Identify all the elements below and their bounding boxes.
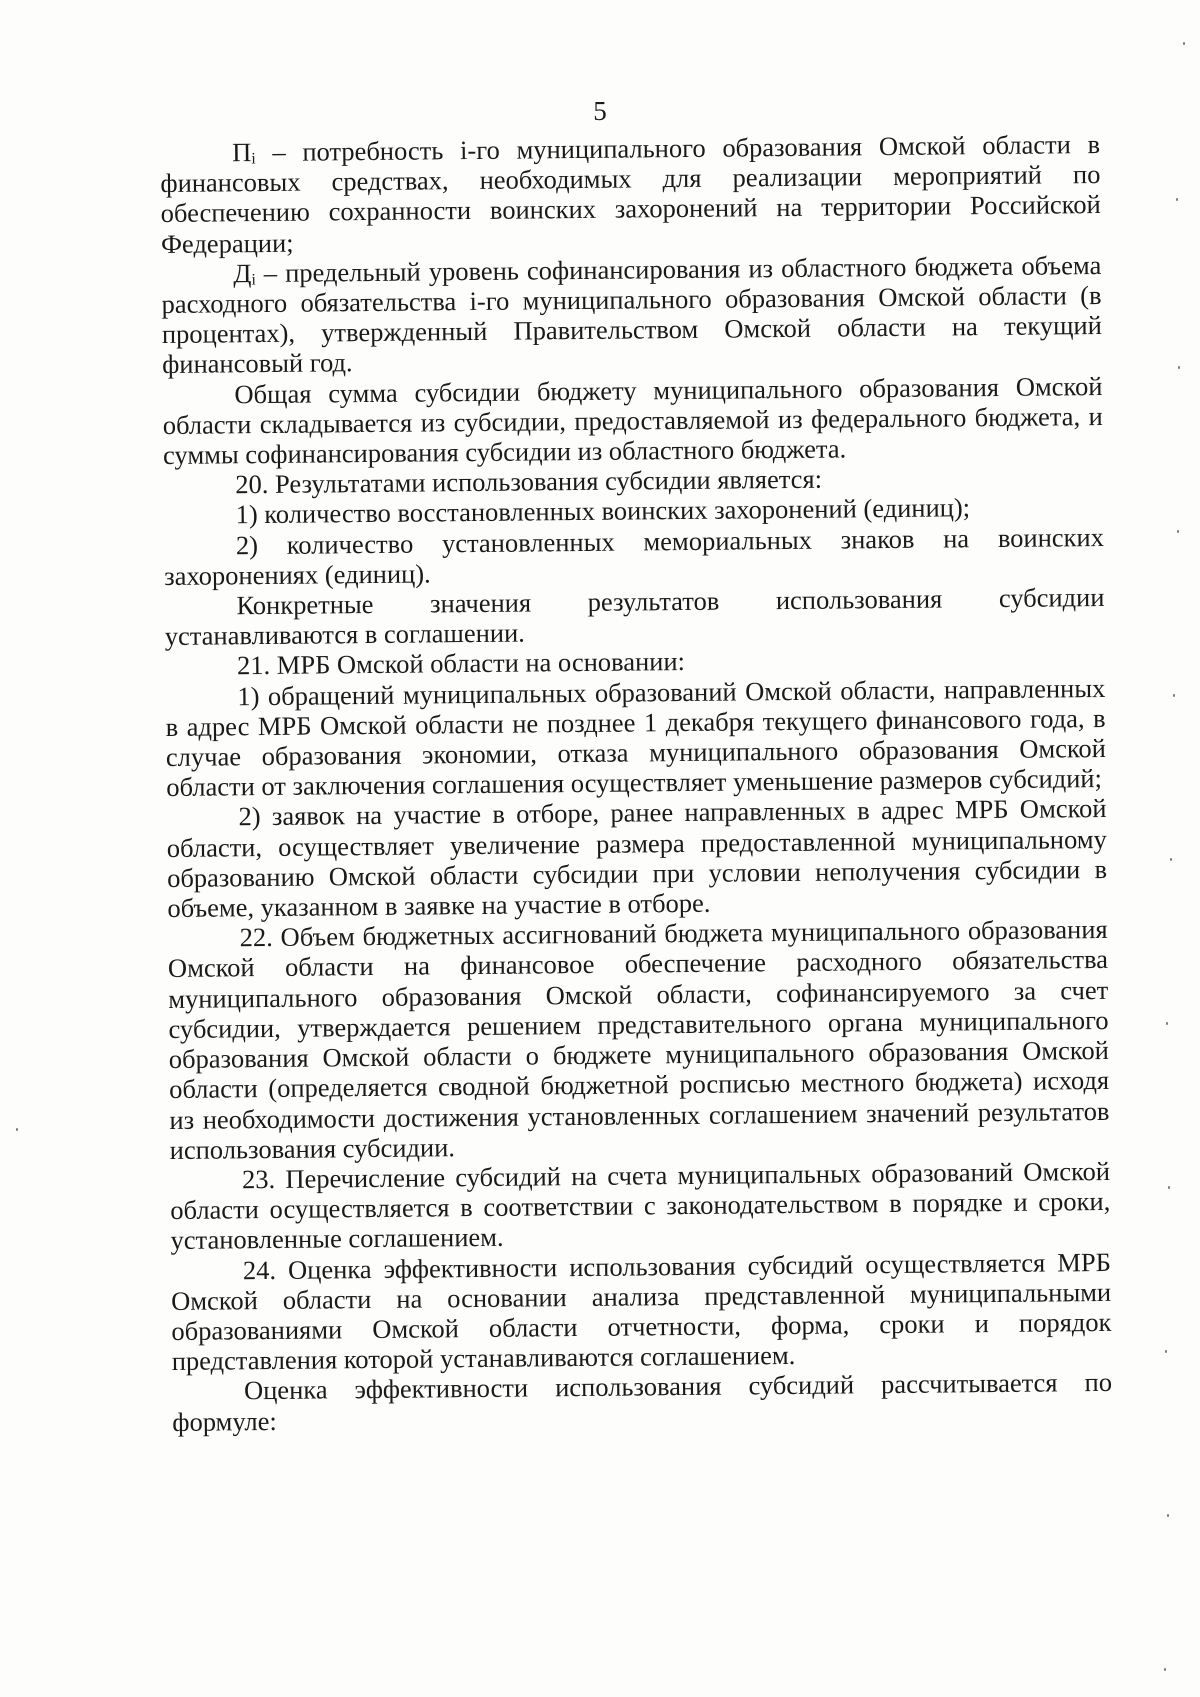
paragraph-total-subsidy: Общая сумма субсидии бюджету муниципального образования Омской области складывается из субсидии, предоставляемой из федерального бюджета, и суммы софинансирования субсидии из областного бюджета.: [162, 370, 1103, 471]
paragraph-d-definition: Дᵢ – предельный уровень софинансирования из областного бюджета объема расходного обязательства i-го муниципального образования Омской области (в процентах), утвержденный Правительством Омской области на текущий финансовый год.: [161, 249, 1102, 380]
page-number: 5: [593, 96, 607, 126]
paragraph-item-22: 22. Объем бюджетных ассигнований бюджета муниципального образования Омской области на финансовое обеспечение расходного обязательства муниципального образования Омской области, софинансируемого за счет субсидии, утверждается решением представительного органа муниципального образования Омской области о бюджете муниципального образования Омской области (определяется сводной бюджетной росписью местного бюджета) исходя из необходимости достижения установленных соглашением значений результатов использования субсидии.: [167, 914, 1110, 1165]
scan-speck: [1183, 42, 1185, 45]
scan-speck: [1167, 1514, 1169, 1517]
paragraph-formula-intro: Оценка эффективности использования субсидий рассчитывается по формуле:: [172, 1367, 1113, 1437]
scan-speck: [1166, 1022, 1168, 1025]
scan-speck: [1168, 1186, 1170, 1189]
scan-speck: [1176, 198, 1178, 201]
paragraph-p-definition: Пᵢ – потребность i-го муниципального образования Омской области в финансовых средствах, необходимых для реализации мероприятий по обеспечению сохранности воинских захоронений на территории Российской Федерации;: [160, 128, 1101, 259]
scan-speck: [1178, 366, 1180, 369]
scan-speck: [1177, 530, 1179, 533]
paragraph-item-24: 24. Оценка эффективности использования субсидий осуществляется МРБ Омской области на основании анализа представленной муниципальными образованиями Омской области отчетности, форма, сроки и порядок представления которой устанавливаются соглашением.: [171, 1246, 1112, 1377]
scan-speck: [16, 1128, 18, 1131]
scan-speck: [1170, 858, 1172, 861]
paragraph-item-23: 23. Перечисление субсидий на счета муниципальных образований Омской области осуществляется в соответствии с законодательством в порядке и сроки, установленные соглашением.: [170, 1155, 1111, 1256]
paragraph-item-21: 21. МРБ Омской области на основании:: [236, 646, 686, 681]
scan-speck: [1164, 1668, 1166, 1671]
paragraph-item-20-1: 1) количество восстановленных воинских захоронений (единиц);: [235, 492, 971, 530]
paragraph-specific-values: Конкретные значения результатов использования субсидии устанавливаются в соглашении.: [164, 582, 1105, 652]
document-body: [160, 129, 1112, 1437]
scan-speck: [1165, 1350, 1167, 1353]
paragraph-item-21-1: 1) обращений муниципальных образований Омской области, направленных в адрес МРБ Омской области не позднее 1 декабря текущего финансового года, в случае образования экономии, отказа муниципального образования Омской области от заключения соглашения осуществляет уменьшение размеров субсидий;: [165, 672, 1107, 803]
scan-speck: [1173, 694, 1175, 697]
paragraph-item-20: 20. Результатами использования субсидии является:: [235, 463, 823, 500]
paragraph-item-21-2: 2) заявок на участие в отборе, ранее направленных в адрес МРБ Омской области, осуществляет увеличение размера предоставленной муниципальному образованию Омской области субсидии при условии неполучения субсидии в объеме, указанном в заявке на участие в отборе.: [166, 793, 1108, 924]
paragraph-item-20-2: 2) количество установленных мемориальных знаков на воинских захоронениях (единиц).: [164, 521, 1105, 591]
